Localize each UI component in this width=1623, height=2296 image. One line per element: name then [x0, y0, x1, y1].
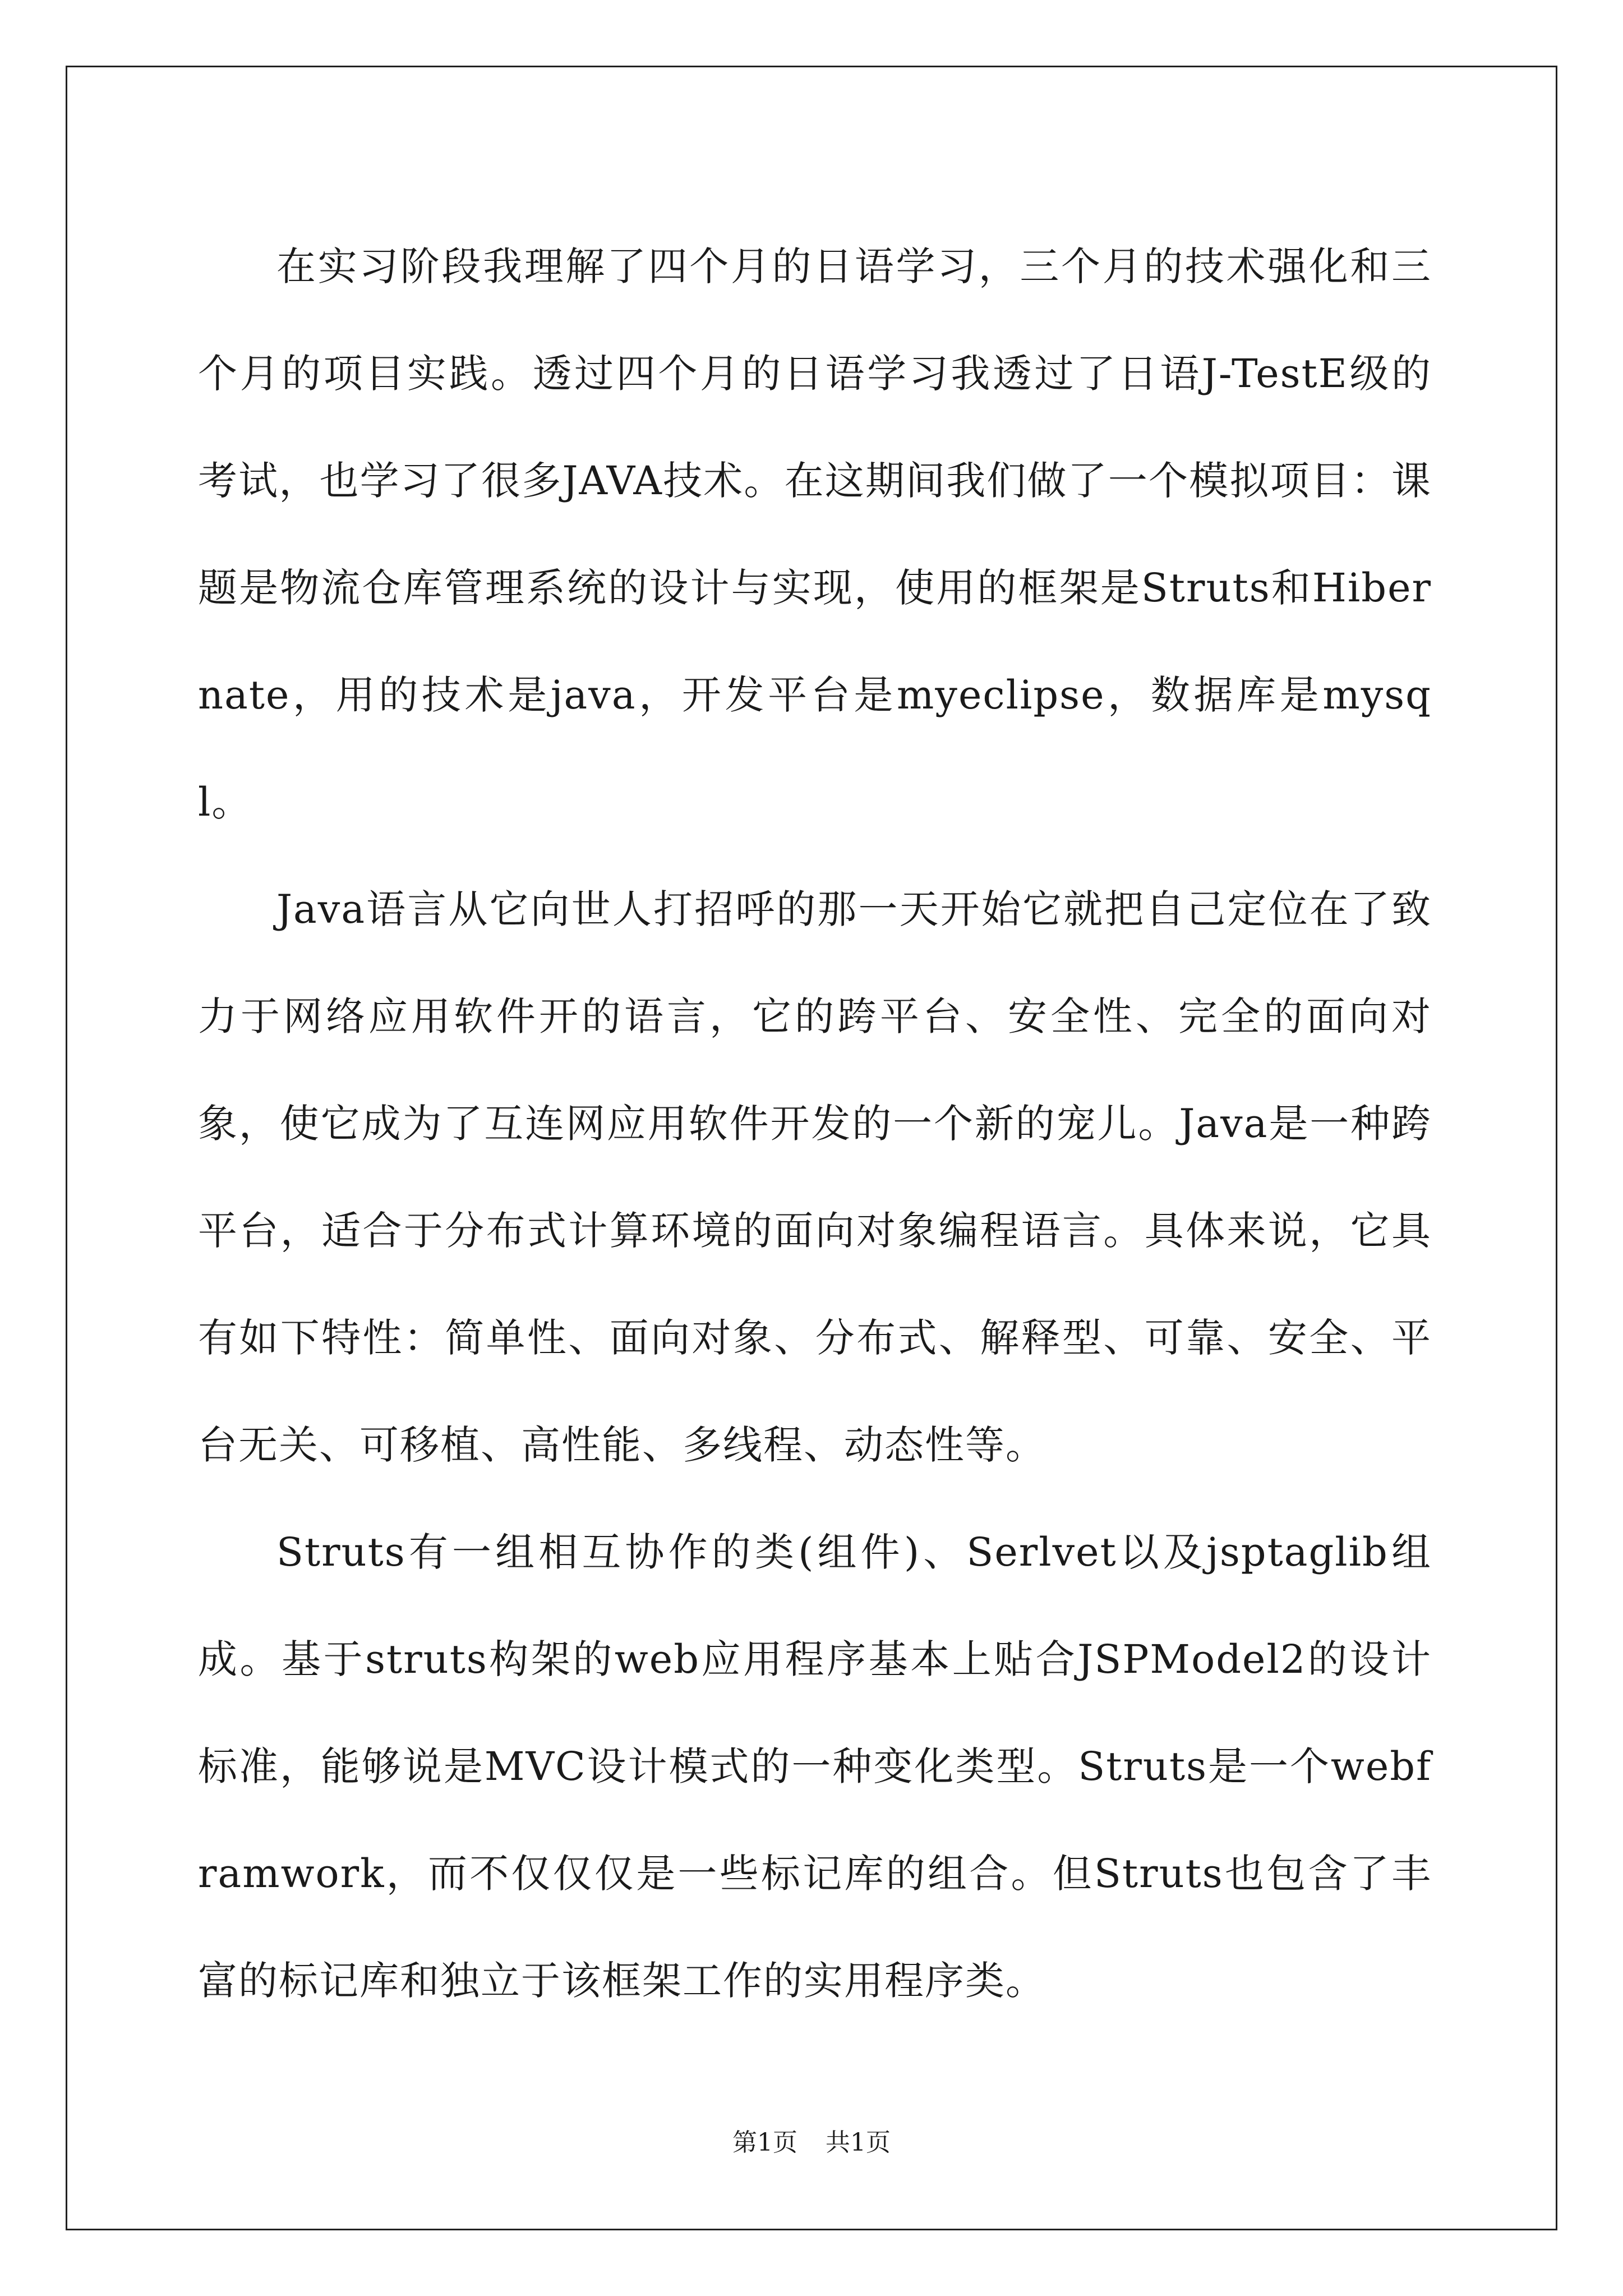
page-total: 共1页 [826, 2128, 891, 2157]
page-number: 第1页 [732, 2128, 797, 2157]
paragraph-struts: Struts有一组相互协作的类(组件)、Serlvet以及jsptaglib组成。基于struts构架的web应用程序基本上贴合JSPModel2的设计标准，能够说是MVC设计模式的一种变化类型。Struts是一个webframwork，而不仅仅仅是一些标记库的组合。但Struts也包含了丰富的标记库和独立于该框架工作的实用程序类。 [198, 1529, 1432, 2004]
page-footer [0, 2126, 1623, 2160]
paragraph-java: Java语言从它向世人打招呼的那一天开始它就把自己定位在了致力于网络应用软件开的语言，它的跨平台、安全性、完全的面向对象，使它成为了互连网应用软件开发的一个新的宠儿。Java是一种跨平台，适合于分布式计算环境的面向对象编程语言。具体来说，它具有如下特性：简单性、面向对象、分布式、解释型、可靠、安全、平台无关、可移植、高性能、多线程、动态性等。 [198, 886, 1432, 1468]
document-body [198, 213, 1432, 2035]
paragraph-internship: 在实习阶段我理解了四个月的日语学习，三个月的技术强化和三个月的项目实践。透过四个月的日语学习我透过了日语J-TestE级的考试，也学习了很多JAVA技术。在这期间我们做了一个模拟项目：课题是物流仓库管理系统的设计与实现，使用的框架是Struts和Hibernate，用的技术是java，开发平台是myeclipse，数据库是mysql。 [198, 243, 1432, 825]
